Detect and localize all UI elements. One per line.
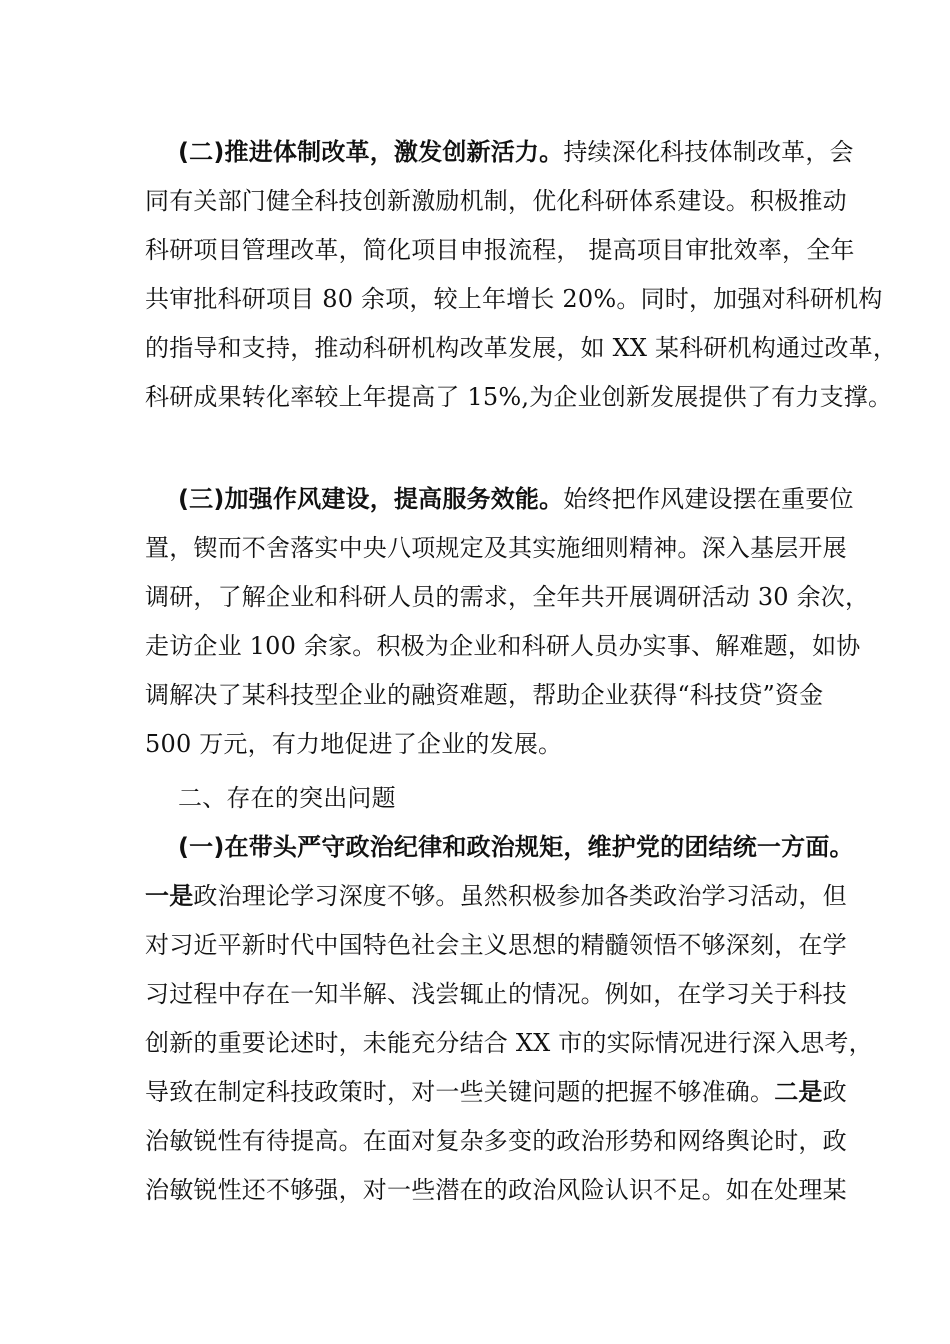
section-2-line: 的指导和支持，推动科研机构改革发展，如 XX 某科研机构通过改革， (145, 334, 898, 362)
part-two-subheading-text: (一)在带头严守政治纪律和政治规矩，维护党的团结统一方面。 (178, 833, 854, 861)
section-3-line: 调研，了解企业和科研人员的需求，全年共开展调研活动 30 余次， (145, 583, 870, 611)
part-two-title: 二、存在的突出问题 (178, 784, 396, 812)
part-two-text: 导致在制定科技政策时，对一些关键问题的把握不够准确。 (145, 1078, 775, 1106)
part-two-line: 习过程中存在一知半解、浅尝辄止的情况。例如，在学习关于科技 (145, 980, 847, 1008)
section-2-line: 科研成果转化率较上年提高了 15%,为企业创新发展提供了有力支撑。 (145, 383, 893, 411)
section-3-text: 始终把作风建设摆在重要位 (563, 485, 854, 513)
part-two-text: 政治理论学习深度不够。虽然积极参加各类政治学习活动，但 (193, 882, 847, 910)
part-two-subheading (178, 823, 854, 871)
first-point-label: 一是 (145, 882, 194, 910)
section-2-heading: (二)推进体制改革，激发创新活力。 (178, 138, 564, 166)
part-two-line: 创新的重要论述时，未能充分结合 XX 市的实际情况进行深入思考， (145, 1029, 873, 1057)
part-two-line: 治敏锐性还不够强，对一些潜在的政治风险认识不足。如在处理某 (145, 1176, 847, 1204)
part-two-line (145, 872, 847, 920)
section-2-line: 同有关部门健全科技创新激励机制，优化科研体系建设。积极推动 (145, 187, 847, 215)
section-3-heading: (三)加强作风建设，提高服务效能。 (178, 485, 564, 513)
part-two-line: 对习近平新时代中国特色社会主义思想的精髓领悟不够深刻，在学 (145, 931, 847, 959)
second-point-label: 二是 (774, 1078, 823, 1106)
part-two-text: 政 (822, 1078, 847, 1106)
section-3-line: 500 万元，有力地促进了企业的发展。 (145, 730, 563, 758)
part-two-line: 治敏锐性有待提高。在面对复杂多变的政治形势和网络舆论时，政 (145, 1127, 847, 1155)
section-3-line: 走访企业 100 余家。积极为企业和科研人员办实事、解难题，如协 (145, 632, 861, 660)
section-3-line: 置，锲而不舍落实中央八项规定及其实施细则精神。深入基层开展 (145, 534, 847, 562)
section-2-line: 科研项目管理改革，简化项目申报流程， 提高项目审批效率，全年 (145, 236, 855, 264)
section-2-text: 持续深化科技体制改革，会 (563, 138, 854, 166)
part-two-line (145, 1068, 847, 1116)
section-3-line: 调解决了某科技型企业的融资难题，帮助企业获得“科技贷”资金 (145, 681, 824, 709)
section-2-line: 共审批科研项目 80 余项，较上年增长 20%。同时，加强对科研机构 (145, 285, 883, 313)
section-3-first-line (178, 475, 854, 523)
section-2-first-line (178, 128, 854, 176)
